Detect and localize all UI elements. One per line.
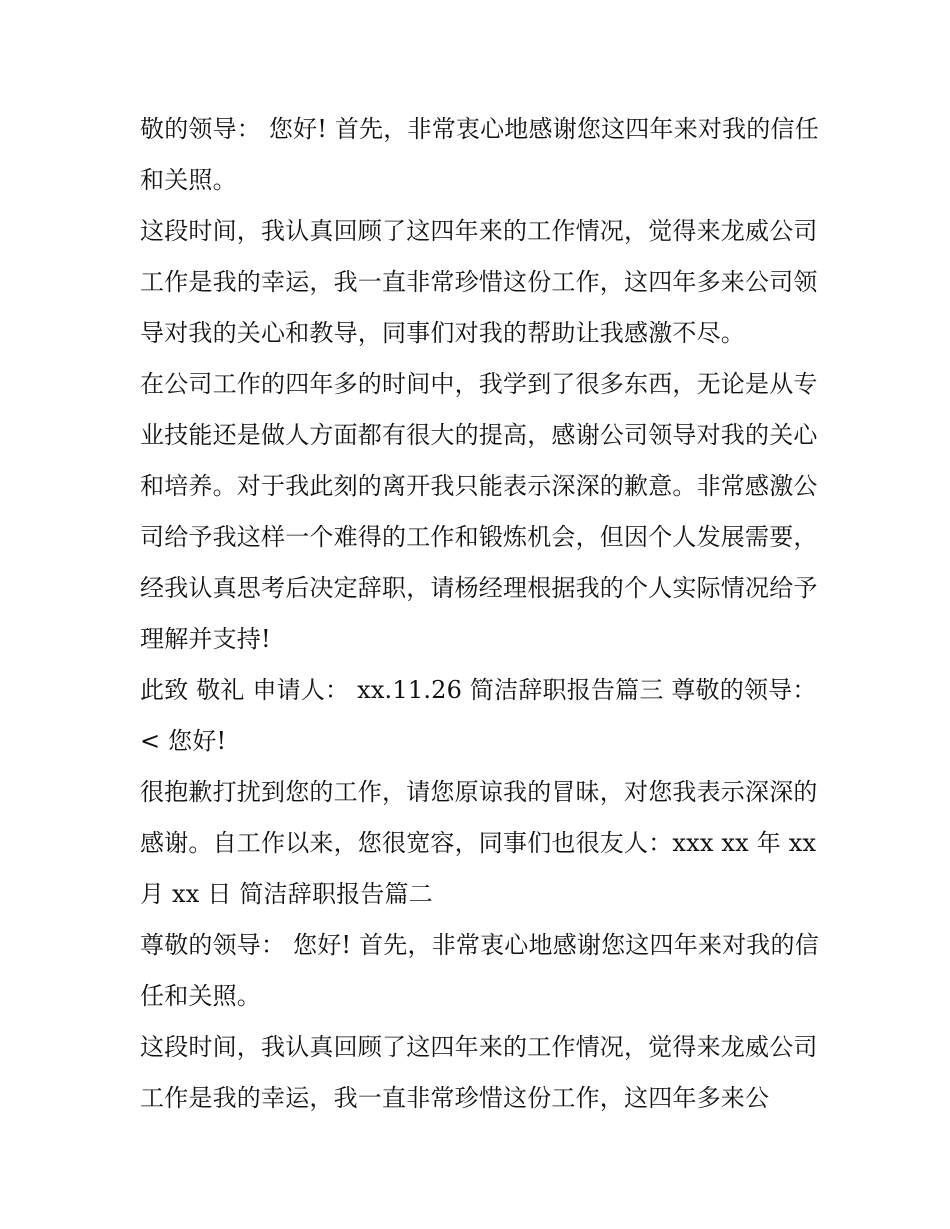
- paragraph-3: 在公司工作的四年多的时间中，我学到了很多东西，无论是从专业技能还是做人方面都有很大的提高，感谢公司领导对我的关心和培养。对于我此刻的离开我只能表示深深的歉意。非常感激公司给予我这样一个难得的工作和锻炼机会，但因个人发展需要，经我认真思考后决定辞职，请杨经理根据我的个人实际情况给予理解并支持!: [140, 370, 818, 653]
- paragraph-6: 尊敬的领导： 您好! 首先，非常衷心地感谢您这四年来对我的信任和关照。: [140, 931, 819, 1010]
- paragraph-2: 这段时间，我认真回顾了这四年来的工作情况，觉得来龙威公司工作是我的幸运，我一直非常珍惜这份工作，这四年多来公司领导对我的关心和教导，同事们对我的帮助让我感激不尽。: [140, 217, 818, 347]
- paragraph-7: 这段时间，我认真回顾了这四年来的工作情况，觉得来龙威公司工作是我的幸运，我一直非常珍惜这份工作，这四年多来公: [140, 1033, 818, 1112]
- document-body: [140, 104, 820, 1124]
- paragraph-5: 很抱歉打扰到您的工作，请您原谅我的冒昧，对您我表示深深的感谢。自工作以来，您很宽容，同事们也很友人：xxx xx 年 xx 月 xx 日 简洁辞职报告篇二: [140, 778, 818, 908]
- paragraph-1: 敬的领导： 您好! 首先，非常衷心地感谢您这四年来对我的信任和关照。: [140, 115, 819, 194]
- paragraph-4: 此致 敬礼 申请人： xx.11.26 简洁辞职报告篇三 尊敬的领导：< 您好!: [140, 676, 817, 755]
